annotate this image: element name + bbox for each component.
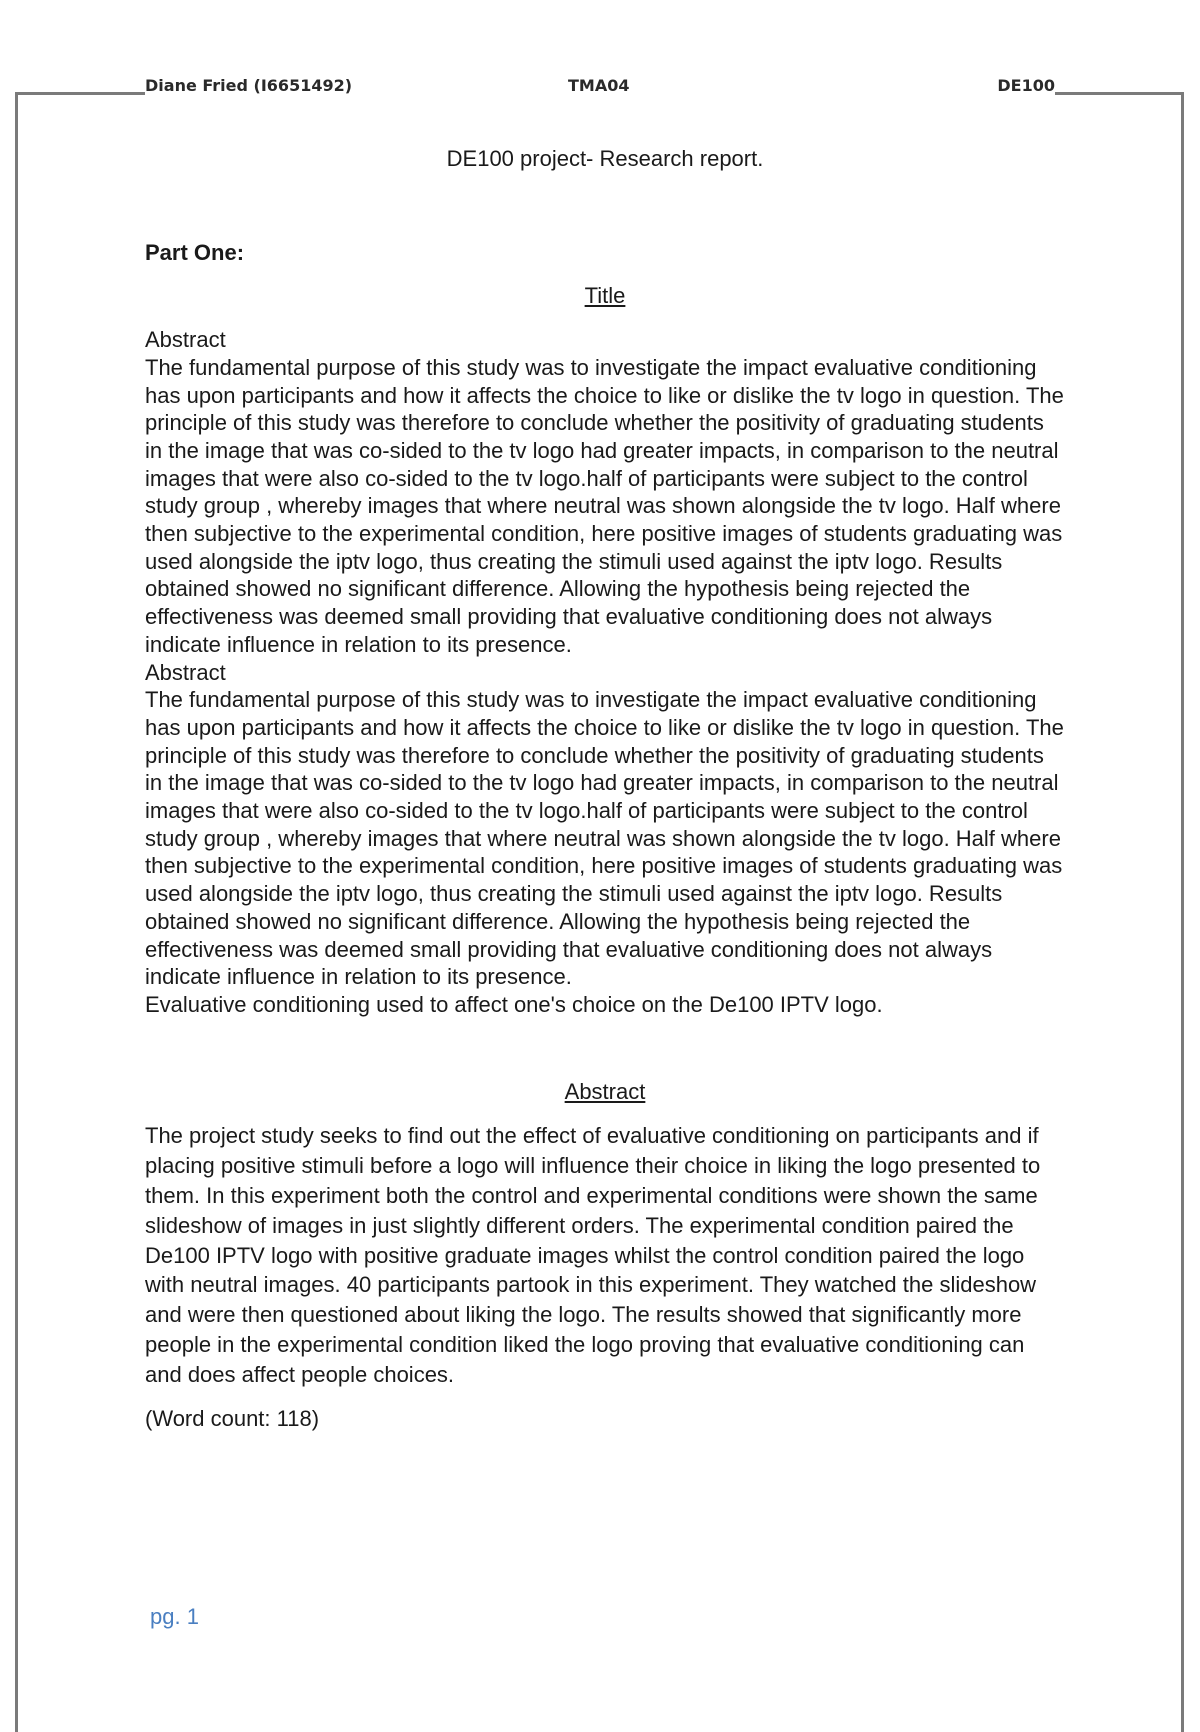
title-heading: Title: [584, 283, 626, 309]
abstract-label: Abstract: [145, 659, 226, 685]
report-title: Evaluative conditioning used to affect one's choice on the De100 IPTV logo.: [145, 991, 883, 1017]
abstract-heading: Abstract: [564, 1078, 646, 1104]
document-title: DE100 project- Research report.: [446, 146, 764, 171]
page-number: pg. 1: [150, 1604, 199, 1629]
header-assignment: TMA04: [568, 76, 630, 95]
header-author: Diane Fried (I6651492): [145, 76, 353, 95]
header-course: DE100: [997, 76, 1055, 95]
page-header: [145, 76, 1055, 96]
document-body: [145, 145, 1065, 1432]
abstract-paragraph: The fundamental purpose of this study was to investigate the impact evaluative conditioning has upon participants and how it affects the choice to like or dislike the tv logo in question. The principle of this study was therefore to conclude whether the positivity of graduating students in the image that was co-sided to the tv logo had greater impacts, in comparison to the neutral images that were also co-sided to the tv logo.half of participants were subject to the control study group , whereby images that where neutral was shown alongside the tv logo. Half where then subjective to the experimental condition, here positive images of students graduating was used alongside the iptv logo, thus creating the stimuli used against the iptv logo. Results obtained showed no significant difference. Allowing the hypothesis being rejected the effectiveness was deemed small providing that evaluative conditioning does not always indicate influence in relation to its presence.: [145, 687, 1064, 990]
word-count: (Word count: 118): [145, 1405, 320, 1431]
part-heading: Part One:: [145, 239, 245, 265]
abstract-body: The project study seeks to find out the effect of evaluative conditioning on participants and if placing positive stimuli before a logo will influence their choice in liking the logo presented to them. In this experiment both the control and experimental conditions were shown the same slideshow of images in just slightly different orders. The experimental condition paired the De100 IPTV logo with positive graduate images whilst the control condition paired the logo with neutral images. 40 participants partook in this experiment. They watched the slideshow and were then questioned about liking the logo. The results showed that significantly more people in the experimental condition liked the logo proving that evaluative conditioning can and does affect people choices.: [145, 1123, 1041, 1387]
abstract-label: Abstract: [145, 327, 226, 353]
abstract-paragraph: The fundamental purpose of this study was to investigate the impact evaluative conditioning has upon participants and how it affects the choice to like or dislike the tv logo in question. The principle of this study was therefore to conclude whether the positivity of graduating students in the image that was co-sided to the tv logo had greater impacts, in comparison to the neutral images that were also co-sided to the tv logo.half of participants were subject to the control study group , whereby images that where neutral was shown alongside the tv logo. Half where then subjective to the experimental condition, here positive images of students graduating was used alongside the iptv logo, thus creating the stimuli used against the iptv logo. Results obtained showed no significant difference. Allowing the hypothesis being rejected the effectiveness was deemed small providing that evaluative conditioning does not always indicate influence in relation to its presence.: [145, 354, 1064, 657]
